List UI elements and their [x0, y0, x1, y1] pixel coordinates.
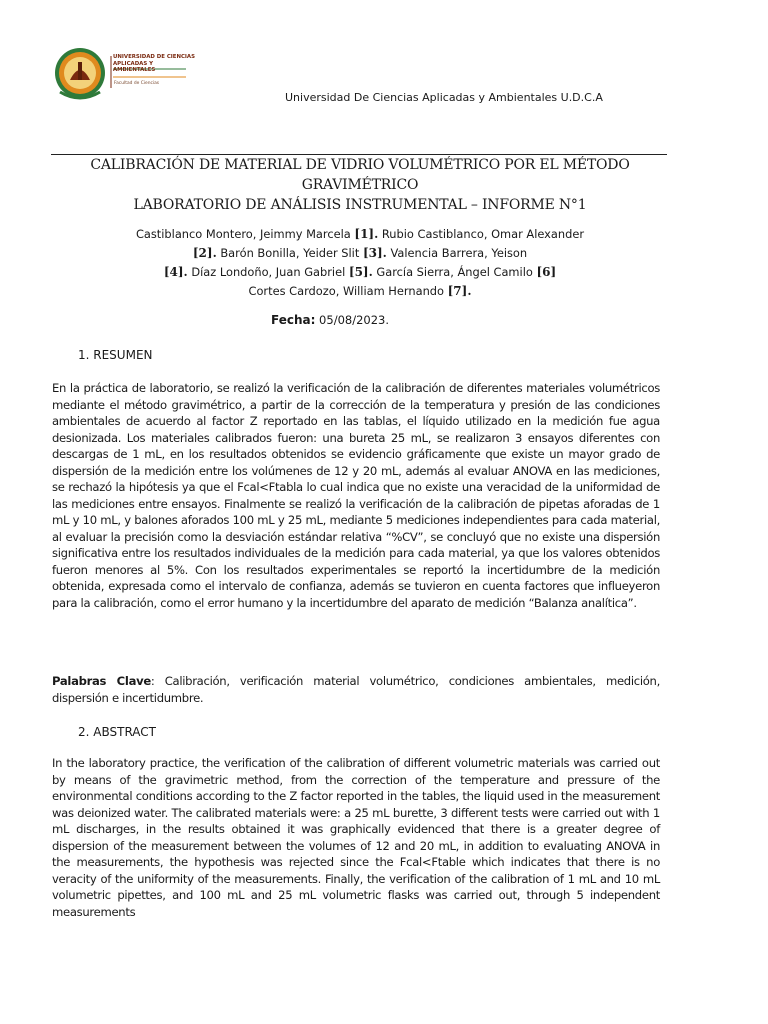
author-2: Rubio Castiblanco, Omar Alexander — [378, 227, 585, 241]
author-1: Castiblanco Montero, Jeimmy Marcela — [135, 227, 355, 241]
resumen-heading: 1. RESUMEN — [78, 348, 153, 362]
title-line-2: GRAVIMÉTRICO — [301, 177, 419, 193]
date-line — [0, 313, 660, 327]
author-7: Cortes Cardozo, William Hernando — [248, 284, 448, 298]
author-ref-4: [4]. — [163, 265, 188, 279]
author-ref-5: [5]. — [348, 265, 373, 279]
date-value: 05/08/2023. — [315, 313, 389, 327]
author-ref-1: [1]. — [354, 227, 379, 241]
resumen-paragraph: En la práctica de laboratorio, se realizó la verificación de la calibración de diferentes materiales volumétricos mediante el método gravimétrico, a partir de la corrección de la temperatura y presión de las condiciones ambientales de acuerdo al factor Z reportado en las tablas, el líquido utilizado en la medición fue agua desionizada. Los materiales calibrados fueron: una bureta 25 mL, se realizaron 3 ensayos diferentes con descargas de 1 mL, en los resultados obtenidos se evidencio gráficamente que existe un mayor grado de dispersión de la medición entre los volúmenes de 12 y 20 mL, además al evaluar ANOVA en las mediciones, se rechazó la hipótesis ya que el Fcal<Ftabla lo cual indica que no existe una veracidad de la uniformidad de las mediciones entre ensayos. Finalmente se realizó la verificación de la calibración de pipetas aforadas de 1 mL y 10 mL, y balones aforados 100 mL y 25 mL, mediante 5 mediciones independientes para cada material, al evaluar la precisión como la desviación estándar relativa “%CV”, se concluyó que no existe una dispersión significativa entre los resultados individuales de la medición para cada material, ya que los valores obtenidos fueron menores al 5%. Con los resultados experimentales se reportó la incertidumbre de la medición obtenida, expresada como el intervalo de confianza, además se tuvieron en cuenta factores que influeyeron para la calibración, como el error humano y la incertidumbre del aparato de medición “Balanza analítica”. — [52, 381, 660, 610]
author-3: Barón Bonilla, Yeider Slit — [216, 246, 363, 260]
title-line-3: LABORATORIO DE ANÁLISIS INSTRUMENTAL – INFORME N°1 — [133, 197, 587, 213]
author-ref-3: [3]. — [362, 246, 387, 260]
paper-title — [52, 155, 668, 215]
university-logo — [54, 42, 194, 104]
author-ref-7: [7]. — [447, 284, 472, 298]
author-6: García Sierra, Ángel Camilo — [372, 265, 537, 279]
author-5: Díaz Londoño, Juan Gabriel — [187, 265, 349, 279]
date-label: Fecha: — [271, 313, 316, 327]
logo-faculty: Facultad de Ciencias — [114, 81, 160, 86]
university-header: Universidad De Ciencias Aplicadas y Ambientales U.D.C.A — [285, 91, 603, 104]
keywords-label: Palabras Clave — [52, 674, 151, 688]
keywords-text: : Calibración, verificación material volumétrico, condiciones ambientales, medición, dispersión e incertidumbre. — [52, 674, 660, 705]
author-list — [130, 225, 590, 301]
title-line-1: CALIBRACIÓN DE MATERIAL DE VIDRIO VOLUMÉTRICO POR EL MÉTODO — [90, 157, 630, 173]
logo-name: UNIVERSIDAD DE CIENCIAS APLICADAS Y AMBIENTALES — [113, 54, 195, 74]
abstract-heading: 2. ABSTRACT — [78, 725, 156, 739]
author-ref-2: [2]. — [192, 246, 217, 260]
author-4: Valencia Barrera, Yeison — [386, 246, 528, 260]
author-ref-6: [6] — [536, 265, 557, 279]
keywords-paragraph — [52, 673, 660, 706]
abstract-paragraph: In the laboratory practice, the verification of the calibration of different volumetric materials was carried out by means of the gravimetric method, from the correction of the temperature and pressure of the environmental conditions according to the Z factor reported in the tables, the liquid used in the measurement was deionized water. The calibrated materials were: a 25 mL burette, 3 different tests were carried out with 1 mL discharges, in the results obtained it was graphically evidenced that there is a greater degree of dispersion of the measurement between the volumes of 12 and 20 mL, in addition to evaluating ANOVA in the measurements, the hypothesis was rejected since the Fcal<Ftable which indicates that there is no veracity of the uniformity of the measurements. Finally, the verification of the calibration of 1 mL and 10 mL volumetric pipettes, and 100 mL and 25 mL volumetric flasks was carried out, through 5 independent measurements — [52, 756, 660, 919]
